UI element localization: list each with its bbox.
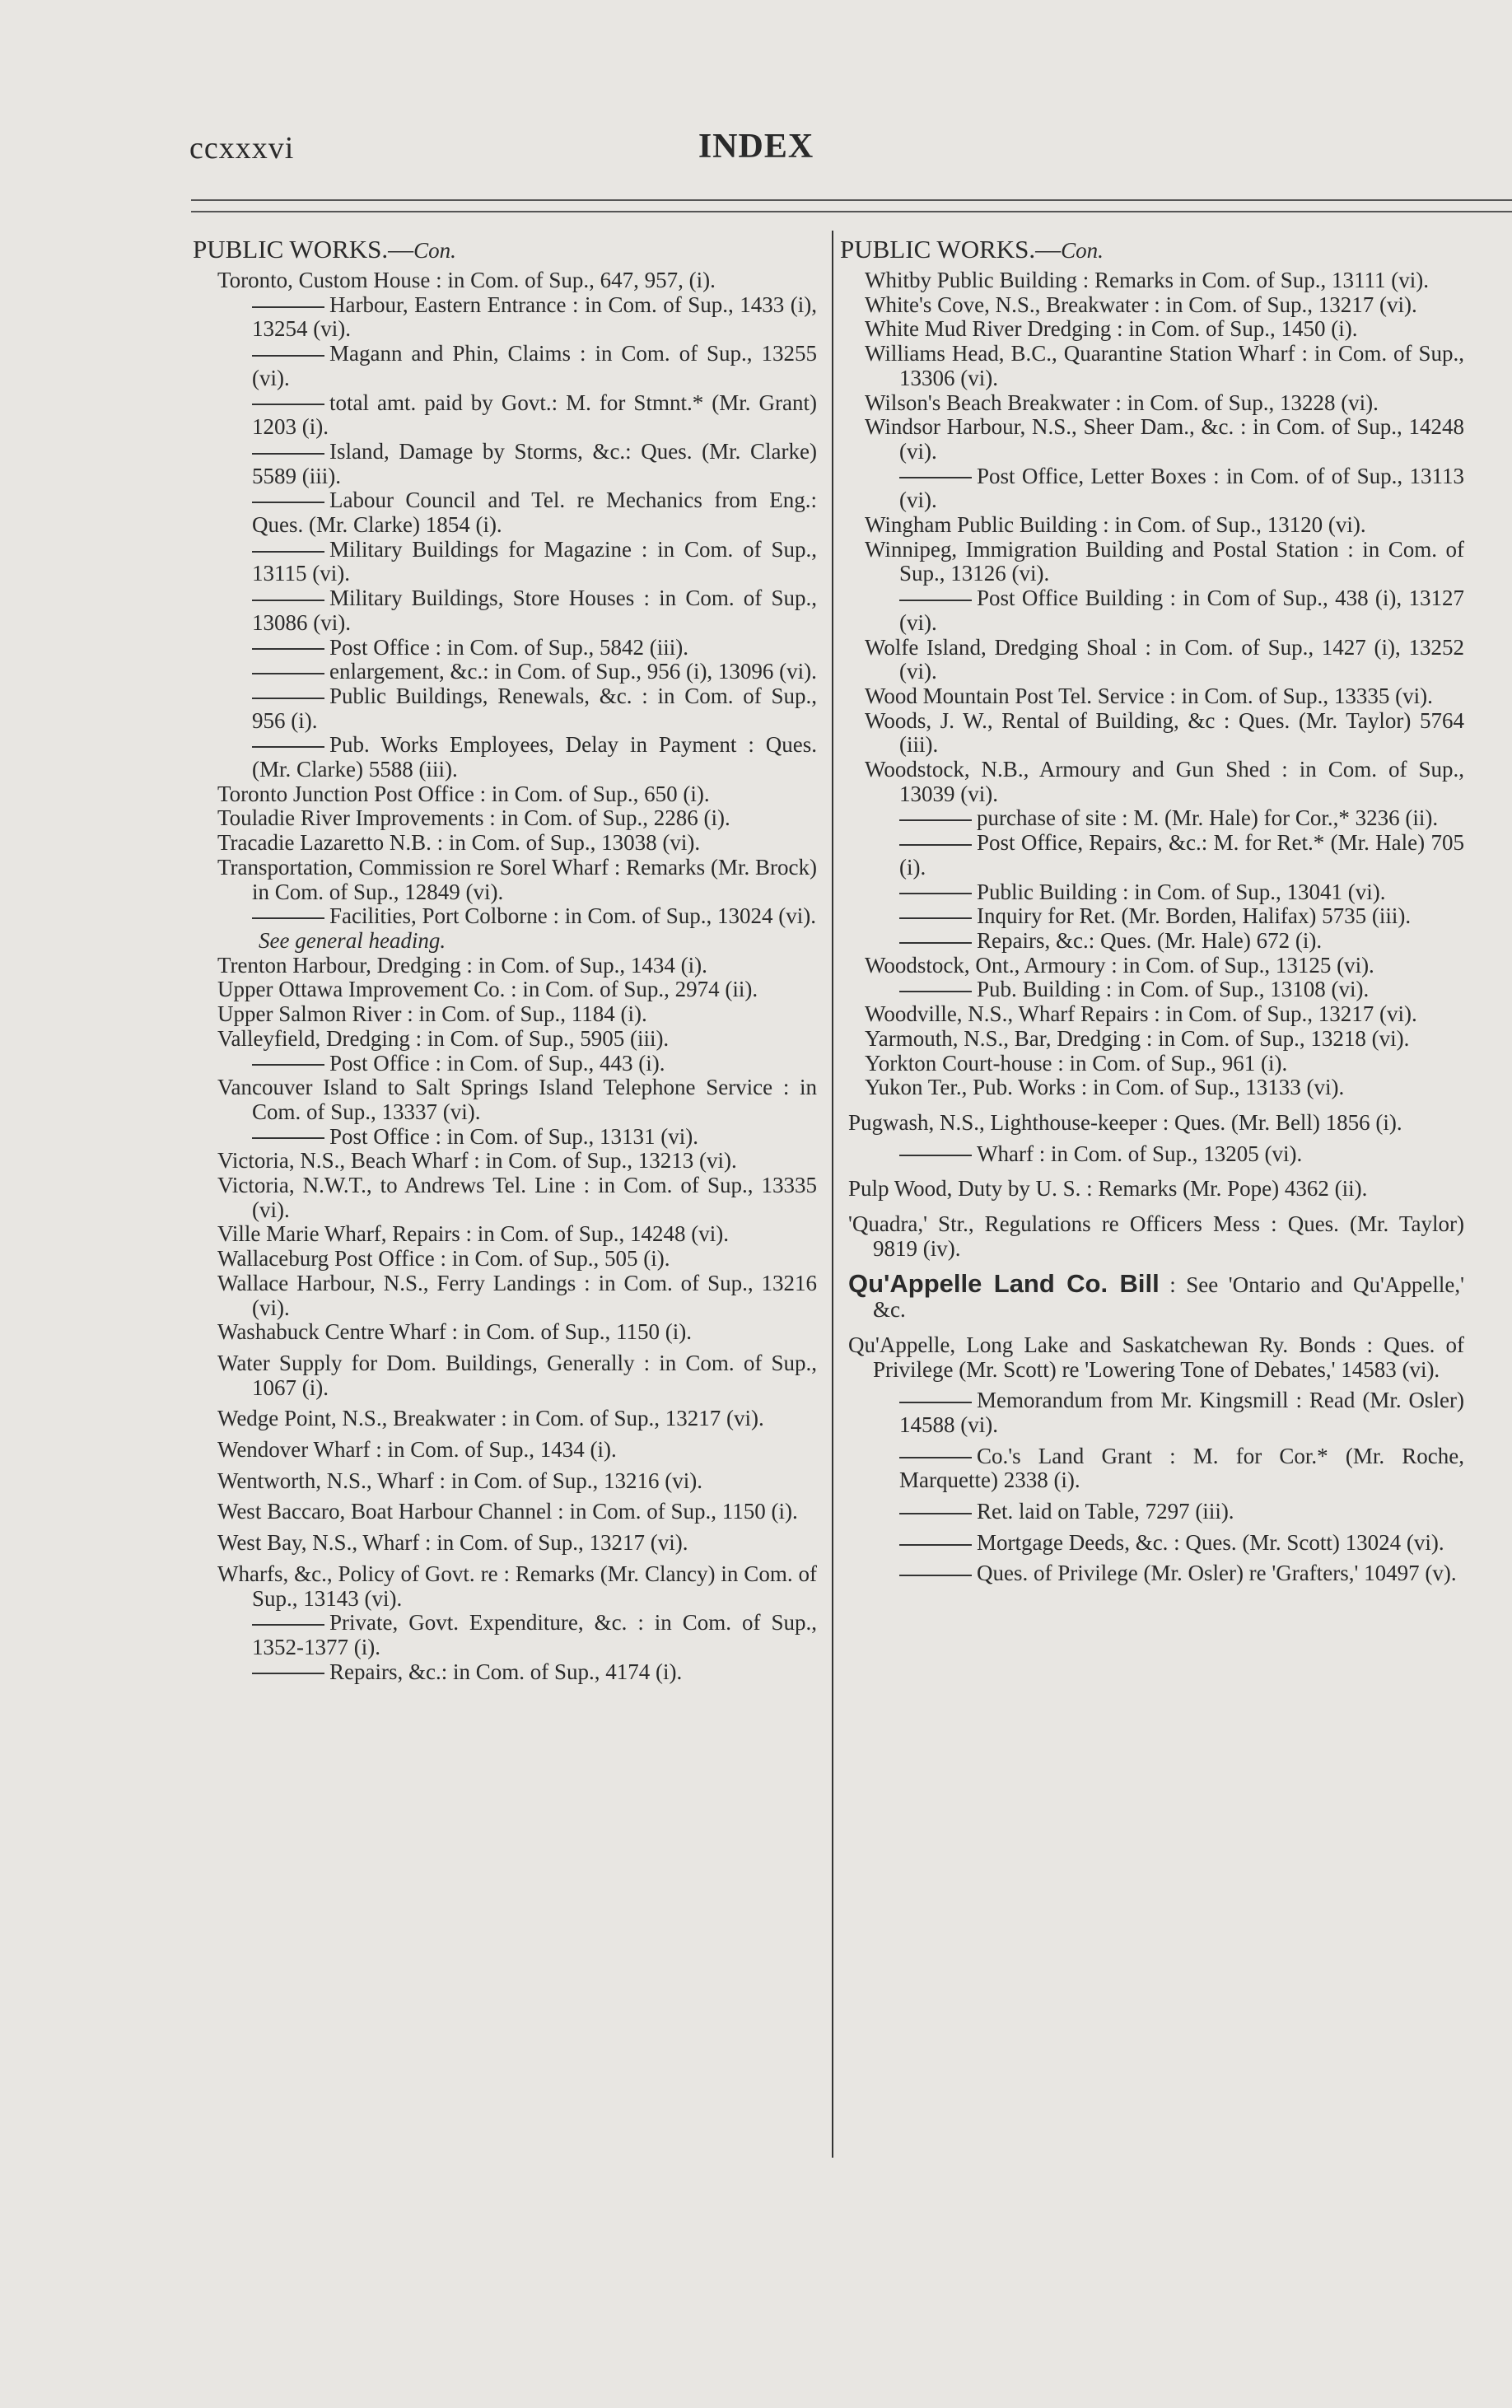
index-entry: Tracadie Lazaretto N.B. : in Com. of Sup., 13038 (vi). <box>217 830 701 856</box>
header-rule <box>191 199 1512 201</box>
index-entry: Touladie River Improvements : in Com. of Sup., 2286 (i). <box>217 805 730 831</box>
section-heading: PUBLIC WORKS.—Con. <box>840 235 1104 264</box>
index-entry: Wolfe Island, Dredging Shoal : in Com. of Sup., 1427 (i), 13252 (vi). <box>865 634 1464 684</box>
index-entry: Qu'Appelle, Long Lake and Saskatchewan Ry. Bonds : Ques. of Privilege (Mr. Scott) re 'Lowering Tone of Debates,' 14583 (vi). <box>848 1332 1464 1382</box>
index-subentry: Inquiry for Ret. (Mr. Borden, Halifax) 5735 (iii). <box>838 904 1464 929</box>
index-entry: Whitby Public Building : Remarks in Com. of Sup., 13111 (vi). <box>865 268 1429 292</box>
index-subentry: Public Buildings, Renewals, &c. : in Com. of Sup., 956 (i). <box>252 683 817 733</box>
index-subentry: Magann and Phin, Claims : in Com. of Sup., 13255 (vi). <box>252 341 817 390</box>
index-entry: Pugwash, N.S., Lighthouse-keeper : Ques. (Mr. Bell) 1856 (i). <box>848 1109 1402 1135</box>
left-column <box>191 235 817 1684</box>
index-entry: Valleyfield, Dredging : in Com. of Sup., 5905 (iii). <box>217 1025 670 1051</box>
index-subentry: Private, Govt. Expenditure, &c. : in Com. of Sup., 1352-1377 (i). <box>252 1610 817 1659</box>
index-subentry: Ret. laid on Table, 7297 (iii). <box>838 1500 1464 1524</box>
index-entry: Trenton Harbour, Dredging : in Com. of Sup., 1434 (i). <box>217 952 707 978</box>
index-entry: Toronto, Custom House : in Com. of Sup., 647, 957, (i). <box>217 268 716 292</box>
index-entry: Wharfs, &c., Policy of Govt. re : Remarks (Mr. Clancy) in Com. of Sup., 13143 (vi). <box>217 1561 817 1611</box>
index-subentry: Military Buildings, Store Houses : in Com. of Sup., 13086 (vi). <box>252 586 817 635</box>
index-subentry: Harbour, Eastern Entrance : in Com. of Sup., 1433 (i), 13254 (vi). <box>252 292 817 342</box>
index-entry: Washabuck Centre Wharf : in Com. of Sup., 1150 (i). <box>217 1319 692 1345</box>
running-title: INDEX <box>698 128 814 166</box>
index-subentry: Post Office, Repairs, &c.: M. for Ret.* (Mr. Hale) 705 (i). <box>899 830 1464 880</box>
index-entry: Transportation, Commission re Sorel Wharf : Remarks (Mr. Brock) in Com. of Sup., 12849 (vi). <box>217 854 817 904</box>
index-subentry: Repairs, &c.: in Com. of Sup., 4174 (i). <box>191 1660 817 1685</box>
index-entry: White's Cove, N.S., Breakwater : in Com. of Sup., 13217 (vi). <box>865 292 1417 317</box>
index-subentry: Facilities, Port Colborne : in Com. of Sup., 13024 (vi). <box>191 904 817 929</box>
header-rule <box>191 211 1512 212</box>
index-entry: Wendover Wharf : in Com. of Sup., 1434 (i). <box>217 1437 617 1463</box>
index-subentry: Repairs, &c.: Ques. (Mr. Hale) 672 (i). <box>838 929 1464 954</box>
index-entry: Windsor Harbour, N.S., Sheer Dam., &c. : in Com. of Sup., 14248 (vi). <box>865 414 1464 464</box>
index-subentry: Pub. Works Employees, Delay in Payment : Ques. (Mr. Clarke) 5588 (iii). <box>252 732 817 782</box>
index-subentry: Ques. of Privilege (Mr. Osler) re 'Grafters,' 10497 (v). <box>838 1561 1464 1586</box>
index-entry: Wedge Point, N.S., Breakwater : in Com. of Sup., 13217 (vi). <box>217 1406 764 1431</box>
index-entry: Pulp Wood, Duty by U. S. : Remarks (Mr. Pope) 4362 (ii). <box>848 1176 1368 1202</box>
index-subentry: Post Office, Letter Boxes : in Com. of of Sup., 13113 (vi). <box>899 463 1464 513</box>
index-entry: Wallaceburg Post Office : in Com. of Sup., 505 (i). <box>217 1246 670 1272</box>
page-number: ccxxxvi <box>189 131 295 166</box>
index-entry: Woodville, N.S., Wharf Repairs : in Com. of Sup., 13217 (vi). <box>865 1001 1417 1027</box>
index-subentry: Wharf : in Com. of Sup., 13205 (vi). <box>838 1142 1464 1167</box>
index-entry: Water Supply for Dom. Buildings, Generally : in Com. of Sup., 1067 (i). <box>217 1350 817 1400</box>
index-subentry: Post Office : in Com. of Sup., 5842 (iii). <box>191 636 817 660</box>
index-entry: Wentworth, N.S., Wharf : in Com. of Sup., 13216 (vi). <box>217 1468 703 1493</box>
index-subentry: purchase of site : M. (Mr. Hale) for Cor.,* 3236 (ii). <box>838 806 1464 831</box>
index-entry: Victoria, N.S., Beach Wharf : in Com. of Sup., 13213 (vi). <box>217 1148 737 1174</box>
index-entry: Yorkton Court-house : in Com. of Sup., 961 (i). <box>865 1050 1288 1076</box>
index-entry: Woodstock, Ont., Armoury : in Com. of Sup., 13125 (vi). <box>865 952 1374 978</box>
index-entry: Vancouver Island to Salt Springs Island Telephone Service : in Com. of Sup., 13337 (vi). <box>217 1075 817 1124</box>
index-entry: White Mud River Dredging : in Com. of Sup., 1450 (i). <box>865 316 1358 342</box>
section-heading: PUBLIC WORKS.—Con. <box>193 235 456 264</box>
index-entry: Upper Ottawa Improvement Co. : in Com. of Sup., 2974 (ii). <box>217 977 758 1002</box>
index-entry: Upper Salmon River : in Com. of Sup., 1184 (i). <box>217 1001 647 1027</box>
index-subentry: total amt. paid by Govt.: M. for Stmnt.* (Mr. Grant) 1203 (i). <box>252 390 817 440</box>
index-subentry: Mortgage Deeds, &c. : Ques. (Mr. Scott) 13024 (vi). <box>838 1531 1464 1556</box>
index-entry: West Baccaro, Boat Harbour Channel : in Com. of Sup., 1150 (i). <box>217 1499 798 1524</box>
index-subentry: Military Buildings for Magazine : in Com. of Sup., 13115 (vi). <box>252 536 817 586</box>
index-subentry: Public Building : in Com. of Sup., 13041 (vi). <box>838 880 1464 905</box>
index-entry: West Bay, N.S., Wharf : in Com. of Sup., 13217 (vi). <box>217 1530 688 1556</box>
index-entry: Ville Marie Wharf, Repairs : in Com. of Sup., 14248 (vi). <box>217 1221 730 1247</box>
index-entry: Wilson's Beach Breakwater : in Com. of Sup., 13228 (vi). <box>865 390 1379 415</box>
column-divider <box>832 231 833 2158</box>
index-subentry: Labour Council and Tel. re Mechanics from Eng.: Ques. (Mr. Clarke) 1854 (i). <box>252 488 817 538</box>
index-entry: Toronto Junction Post Office : in Com. of Sup., 650 (i). <box>217 781 710 806</box>
index-subentry: Island, Damage by Storms, &c.: Ques. (Mr. Clarke) 5589 (iii). <box>252 438 817 488</box>
index-entry-bill: Qu'Appelle Land Co. Bill : See 'Ontario and Qu'Appelle,' &c. <box>848 1269 1464 1323</box>
index-subentry: Co.'s Land Grant : M. for Cor.* (Mr. Roche, Marquette) 2338 (i). <box>899 1443 1464 1493</box>
index-entry: Woodstock, N.B., Armoury and Gun Shed : in Com. of Sup., 13039 (vi). <box>865 757 1464 806</box>
see-reference: See general heading. <box>259 927 446 953</box>
right-column <box>838 235 1464 1586</box>
index-entry: Wood Mountain Post Tel. Service : in Com. of Sup., 13335 (vi). <box>865 683 1433 708</box>
index-subentry: Post Office : in Com. of Sup., 13131 (vi). <box>191 1125 817 1150</box>
index-entry: Wallace Harbour, N.S., Ferry Landings : in Com. of Sup., 13216 (vi). <box>217 1270 817 1320</box>
index-entry: Wingham Public Building : in Com. of Sup., 13120 (vi). <box>865 512 1366 538</box>
bill-title: Qu'Appelle Land Co. Bill <box>848 1269 1160 1299</box>
index-entry: 'Quadra,' Str., Regulations re Officers Mess : Ques. (Mr. Taylor) 9819 (iv). <box>848 1211 1464 1261</box>
index-entry: Yukon Ter., Pub. Works : in Com. of Sup., 13133 (vi). <box>865 1075 1345 1100</box>
index-entry: Victoria, N.W.T., to Andrews Tel. Line : in Com. of Sup., 13335 (vi). <box>217 1173 817 1222</box>
index-subentry: enlargement, &c.: in Com. of Sup., 956 (i), 13096 (vi). <box>191 660 817 684</box>
index-subentry: Memorandum from Mr. Kingsmill : Read (Mr. Osler) 14588 (vi). <box>899 1388 1464 1437</box>
index-entry: Yarmouth, N.S., Bar, Dredging : in Com. of Sup., 13218 (vi). <box>865 1025 1410 1051</box>
index-entry: Williams Head, B.C., Quarantine Station Wharf : in Com. of Sup., 13306 (vi). <box>865 341 1464 390</box>
index-subentry: Post Office : in Com. of Sup., 443 (i). <box>191 1052 817 1076</box>
index-entry: Winnipeg, Immigration Building and Postal Station : in Com. of Sup., 13126 (vi). <box>865 536 1464 586</box>
index-subentry: Pub. Building : in Com. of Sup., 13108 (vi). <box>838 978 1464 1002</box>
index-subentry: Post Office Building : in Com of Sup., 438 (i), 13127 (vi). <box>899 586 1464 635</box>
index-entry: Woods, J. W., Rental of Building, &c : Ques. (Mr. Taylor) 5764 (iii). <box>865 707 1464 758</box>
